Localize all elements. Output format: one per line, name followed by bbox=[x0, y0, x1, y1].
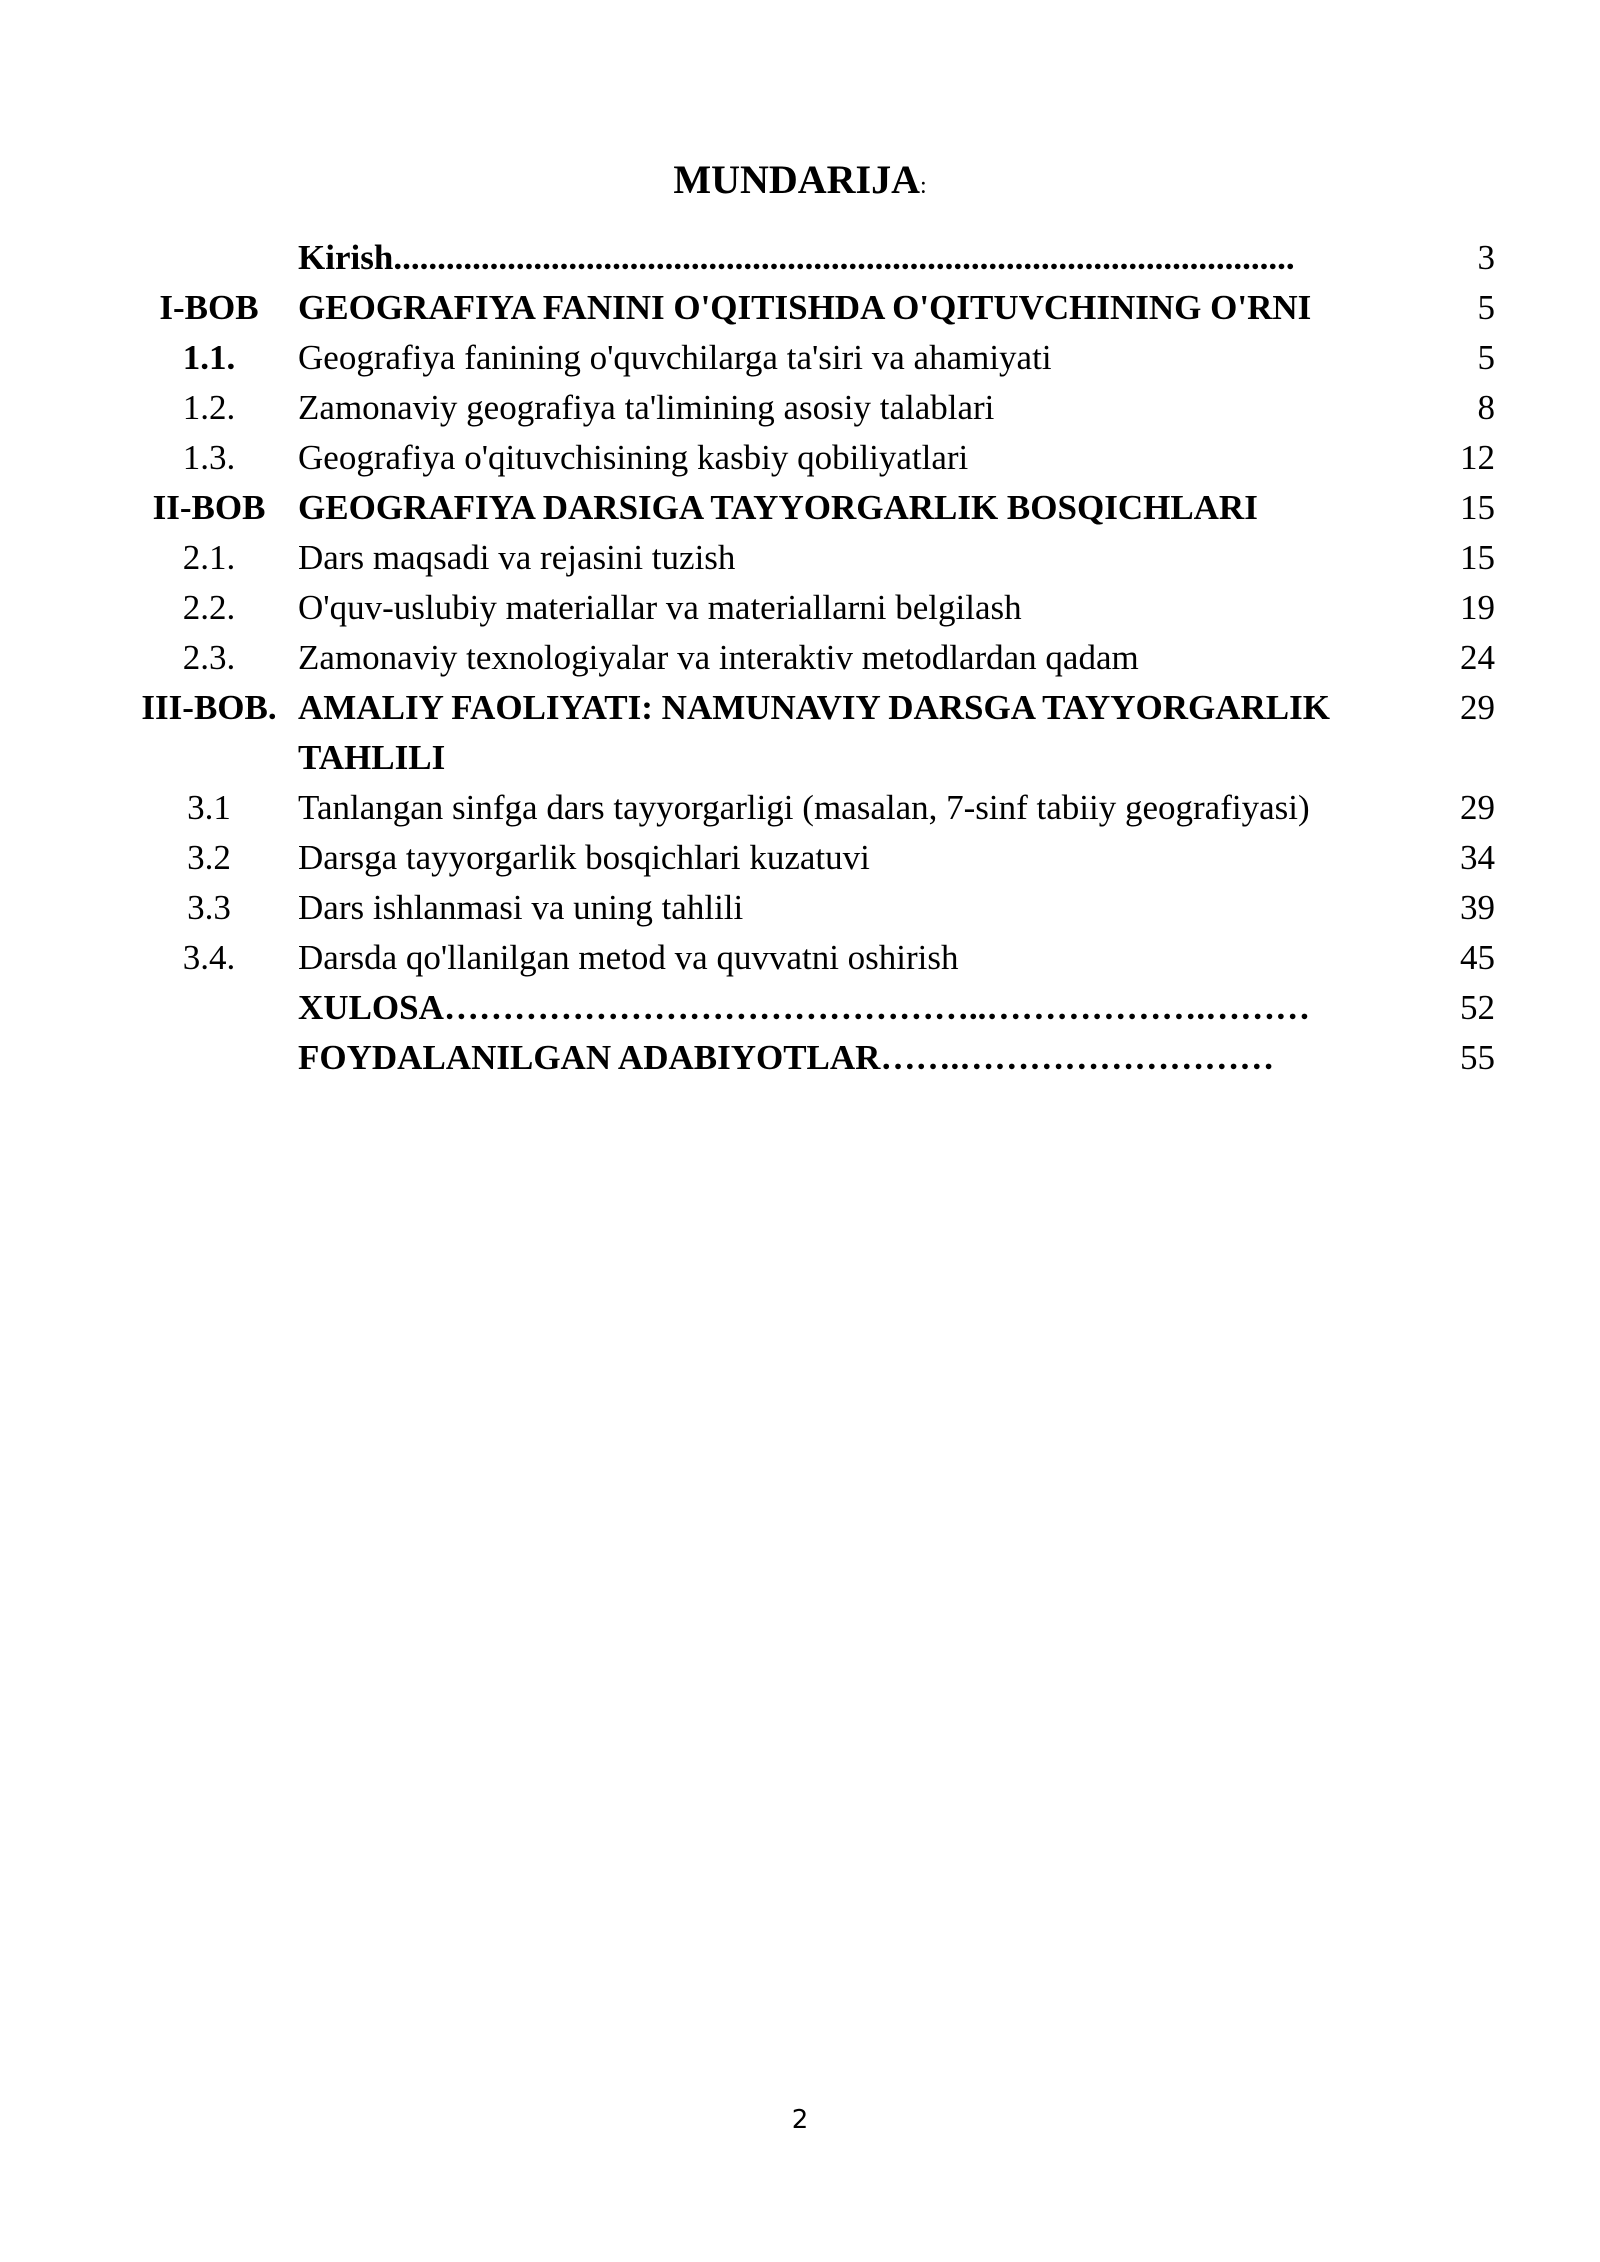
toc-number: II-BOB bbox=[152, 488, 266, 527]
toc-number: 3.2 bbox=[187, 838, 231, 877]
toc-row bbox=[120, 983, 1500, 1033]
toc-page: 15 bbox=[1460, 488, 1495, 527]
toc-number: 3.3 bbox=[187, 888, 231, 927]
toc-number: 3.1 bbox=[187, 788, 231, 827]
toc-row bbox=[120, 283, 1500, 333]
toc-row bbox=[120, 883, 1500, 933]
toc-title: Dars ishlanmasi va uning tahlili bbox=[298, 888, 744, 927]
toc-page: 39 bbox=[1460, 888, 1495, 927]
toc-number: 1.2. bbox=[182, 388, 236, 427]
page-title bbox=[0, 150, 1600, 216]
toc-page: 3 bbox=[1477, 238, 1495, 277]
toc-page: 29 bbox=[1460, 688, 1495, 727]
toc-page: 55 bbox=[1460, 1038, 1495, 1077]
toc-title: FOYDALANILGAN ADABIYOTLAR…….……………………… bbox=[298, 1038, 1275, 1077]
toc-number bbox=[120, 233, 298, 283]
toc-row bbox=[120, 583, 1500, 633]
toc-number: III-BOB. bbox=[141, 688, 277, 727]
toc-title: Darsga tayyorgarlik bosqichlari kuzatuvi bbox=[298, 838, 870, 877]
toc-title: Darsda qo'llanilgan metod va quvvatni oshirish bbox=[298, 938, 959, 977]
page-title-text: MUNDARIJA bbox=[673, 157, 920, 202]
toc-row bbox=[120, 1033, 1500, 1083]
toc-title: O'quv-uslubiy materiallar va materiallarni belgilash bbox=[298, 588, 1022, 627]
toc-number bbox=[120, 983, 298, 1033]
toc-row bbox=[120, 233, 1500, 283]
toc-title: Tanlangan sinfga dars tayyorgarligi (masalan, 7-sinf tabiiy geografiyasi) bbox=[298, 788, 1310, 827]
toc-page: 12 bbox=[1460, 438, 1495, 477]
toc-title: GEOGRAFIYA FANINI O'QITISHDA O'QITUVCHINING O'RNI bbox=[298, 288, 1312, 327]
toc-row bbox=[120, 483, 1500, 533]
toc-page: 15 bbox=[1460, 538, 1495, 577]
toc-page: 5 bbox=[1477, 338, 1495, 377]
toc-number: 2.3. bbox=[182, 638, 236, 677]
toc-page: 34 bbox=[1460, 838, 1495, 877]
toc-row bbox=[120, 833, 1500, 883]
toc-row bbox=[120, 683, 1500, 783]
toc-title: AMALIY FAOLIYATI: NAMUNAVIY DARSGA TAYYORGARLIK TAHLILI bbox=[298, 688, 1331, 777]
toc-title: Kirish....................................................................................................... bbox=[298, 238, 1295, 277]
toc-row bbox=[120, 433, 1500, 483]
toc-number: 2.2. bbox=[182, 588, 236, 627]
toc-row bbox=[120, 933, 1500, 983]
toc-title: XULOSA………………………………………..……………….……… bbox=[298, 988, 1311, 1027]
toc-title: Dars maqsadi va rejasini tuzish bbox=[298, 538, 736, 577]
page-number: 2 bbox=[791, 2105, 809, 2135]
table-of-contents bbox=[120, 233, 1500, 1083]
toc-title: Zamonaviy geografiya ta'limining asosiy talablari bbox=[298, 388, 995, 427]
toc-title: GEOGRAFIYA DARSIGA TAYYORGARLIK BOSQICHLARI bbox=[298, 488, 1258, 527]
toc-page: 45 bbox=[1460, 938, 1495, 977]
toc-number: 1.1. bbox=[182, 338, 236, 377]
toc-row bbox=[120, 783, 1500, 833]
page-title-colon: : bbox=[919, 173, 927, 199]
toc-page: 24 bbox=[1460, 638, 1495, 677]
toc-number: 2.1. bbox=[182, 538, 236, 577]
toc-number: 3.4. bbox=[182, 938, 236, 977]
toc-title: Zamonaviy texnologiyalar va interaktiv metodlardan qadam bbox=[298, 638, 1139, 677]
toc-page: 5 bbox=[1477, 288, 1495, 327]
toc-page: 52 bbox=[1460, 988, 1495, 1027]
toc-page: 19 bbox=[1460, 588, 1495, 627]
toc-row bbox=[120, 533, 1500, 583]
toc-number bbox=[120, 1033, 298, 1083]
toc-row bbox=[120, 383, 1500, 433]
toc-page: 8 bbox=[1477, 388, 1495, 427]
toc-row bbox=[120, 633, 1500, 683]
toc-title: Geografiya o'qituvchisining kasbiy qobiliyatlari bbox=[298, 438, 969, 477]
toc-title: Geografiya fanining o'quvchilarga ta'siri va ahamiyati bbox=[298, 338, 1052, 377]
toc-page: 29 bbox=[1460, 788, 1495, 827]
toc-number: 1.3. bbox=[182, 438, 236, 477]
toc-number: I-BOB bbox=[159, 288, 259, 327]
toc-row bbox=[120, 333, 1500, 383]
